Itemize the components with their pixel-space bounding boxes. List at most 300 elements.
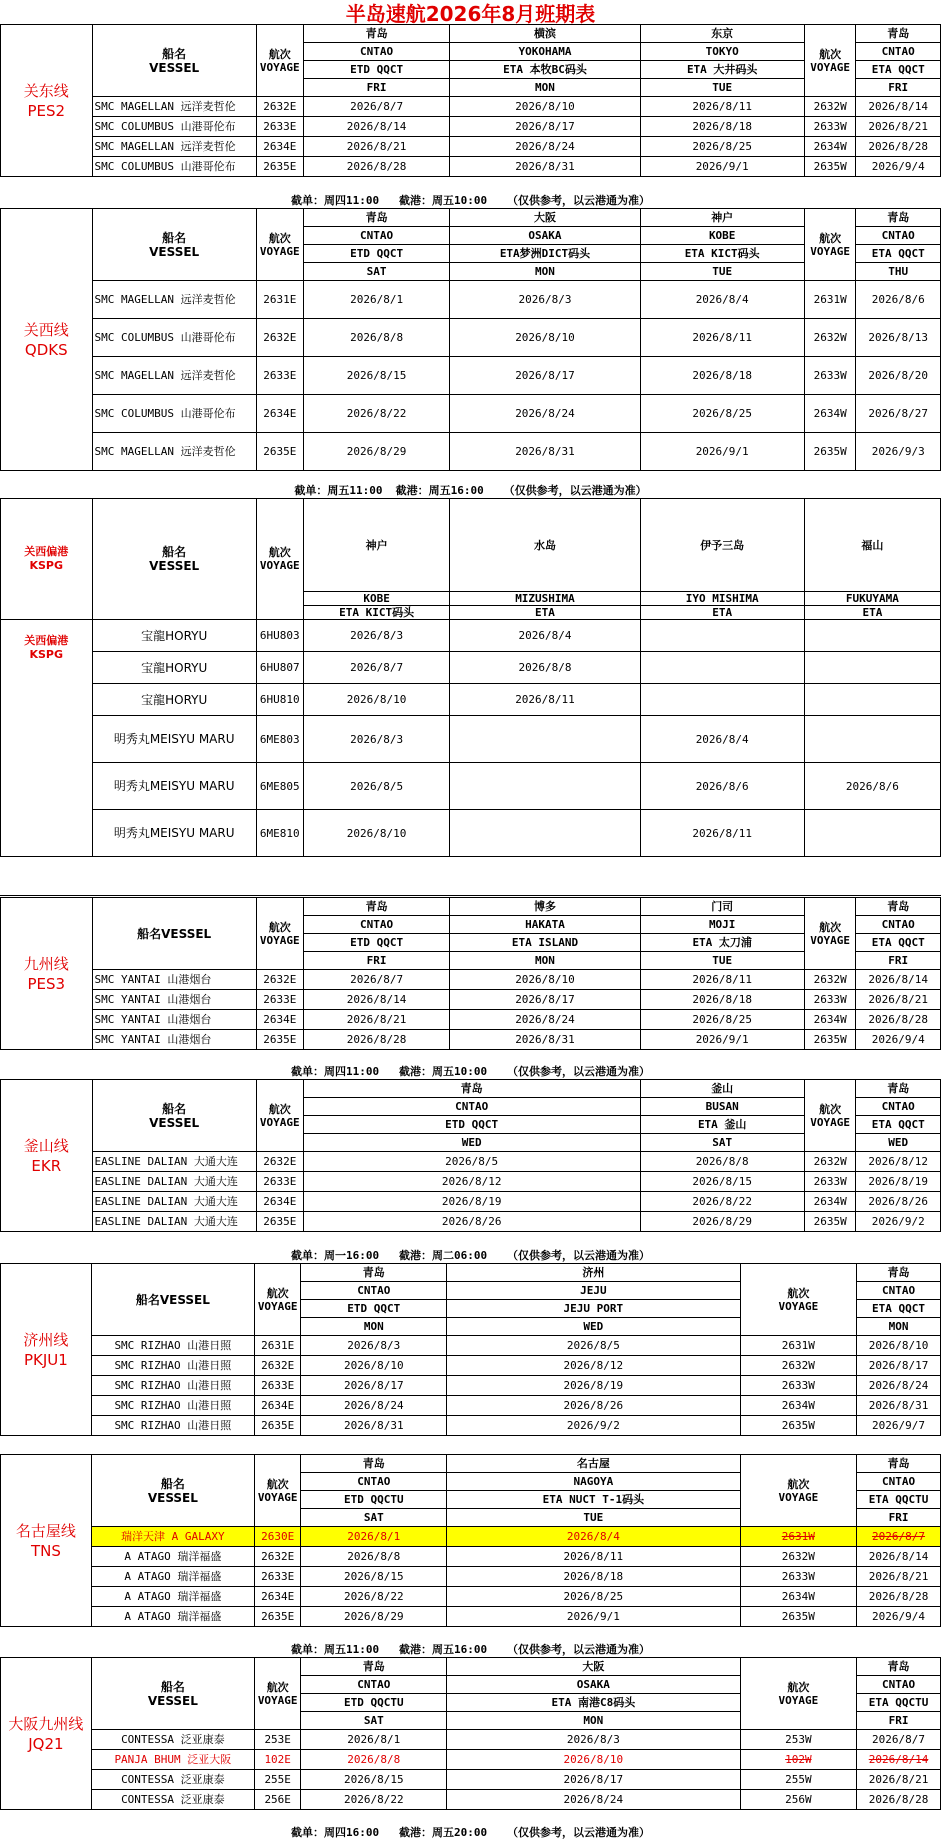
voyage-header-cn: 航次 [266, 1680, 289, 1694]
return-voyage: 2631W [740, 1336, 856, 1356]
date: 2026/8/22 [301, 1790, 447, 1810]
voyage: 2633E [254, 1567, 301, 1587]
port-en: OSAKA [450, 227, 640, 245]
schedule-row [1, 1750, 941, 1770]
port-en: CNTAO [301, 1676, 447, 1694]
date: 2026/8/5 [303, 1152, 640, 1172]
return-voyage: 2632W [804, 97, 856, 117]
vessel-name: PANJA BHUM 泛亚大阪 [91, 1750, 254, 1770]
port-cn: 青岛 [857, 1264, 941, 1282]
voyage-header-en: VOYAGE [259, 60, 300, 74]
section-pes3 [0, 897, 941, 1050]
date: 2026/8/19 [447, 1376, 741, 1396]
date: 2026/8/21 [857, 1567, 941, 1587]
schedule-row [1, 97, 941, 117]
port-cn: 博多 [450, 898, 640, 916]
port-day: TUE [447, 1509, 741, 1527]
date: 2026/8/29 [640, 1212, 804, 1232]
date: 2026/8/11 [640, 970, 804, 990]
port-day: SAT [640, 1134, 804, 1152]
date: 2026/8/11 [447, 1547, 741, 1567]
port-day: TUE [640, 952, 804, 970]
port-eta: ETA 大井码头 [640, 61, 804, 79]
schedule-row [1, 1356, 941, 1376]
port-eta: ETA QQCT [856, 934, 941, 952]
date: 2026/8/25 [640, 1010, 804, 1030]
return-voyage: 2632W [804, 319, 856, 357]
return-voyage: 2635W [804, 157, 856, 177]
return-voyage-header [740, 1264, 856, 1336]
port-day: MON [447, 1712, 741, 1730]
date: 2026/9/1 [447, 1607, 741, 1627]
port-eta: ETA 南港C8码头 [447, 1694, 741, 1712]
date: 2026/8/8 [301, 1750, 447, 1770]
port-day: SAT [303, 263, 450, 281]
date: 2026/9/1 [640, 1030, 804, 1050]
return-voyage: 2633W [740, 1567, 856, 1587]
port-en: KOBE [640, 227, 804, 245]
return-voyage: 2634W [804, 1010, 856, 1030]
vessel-header-cn: 船名 [162, 1101, 187, 1116]
schedule-row [1, 1416, 941, 1436]
date: 2026/8/28 [303, 1030, 450, 1050]
date: 2026/8/17 [450, 357, 640, 395]
port-cn: 青岛 [301, 1658, 447, 1676]
date [804, 620, 940, 652]
port-cn: 釜山 [640, 1080, 804, 1098]
vessel-header-en: VESSEL [149, 60, 200, 75]
date: 2026/8/5 [447, 1336, 741, 1356]
port-en: HAKATA [450, 916, 640, 934]
date: 2026/8/21 [857, 1770, 941, 1790]
date: 2026/8/26 [447, 1396, 741, 1416]
schedule-row [1, 1396, 941, 1416]
port-eta: ETA 太刀浦 [640, 934, 804, 952]
voyage: 2631E [256, 281, 303, 319]
date: 2026/8/24 [301, 1396, 447, 1416]
voyage-header-cn: 航次 [266, 1477, 289, 1491]
port-day: FRI [857, 1712, 941, 1730]
date: 2026/8/3 [301, 1336, 447, 1356]
voyage-header-en: VOYAGE [257, 1299, 298, 1313]
date: 2026/8/3 [303, 620, 450, 652]
voyage: 2634E [256, 1192, 303, 1212]
return-voyage-header [804, 209, 856, 281]
schedule-table [0, 1263, 941, 1436]
date: 2026/8/3 [450, 281, 640, 319]
voyage: 253E [254, 1730, 301, 1750]
schedule-row [1, 620, 941, 652]
vessel-name: EASLINE DALIAN 大通大连 [92, 1212, 256, 1232]
return-voyage: 2635W [740, 1607, 856, 1627]
cutoff-note: 截单：周四16:00 截港：周五20:00 （仅供参考，以云港通为准） [291, 1826, 650, 1839]
schedule-row [1, 1527, 941, 1547]
date: 2026/8/4 [447, 1527, 741, 1547]
route-label [1, 499, 93, 620]
schedule-row [1, 763, 941, 810]
port-eta: ETA NUCT T-1码头 [447, 1491, 741, 1509]
date: 2026/8/5 [303, 763, 450, 810]
schedule-row [1, 157, 941, 177]
return-voyage: 2631W [740, 1527, 856, 1547]
port-day: MON [450, 952, 640, 970]
date: 2026/9/2 [447, 1416, 741, 1436]
date: 2026/8/21 [856, 990, 941, 1010]
schedule-row [1, 970, 941, 990]
port-eta: ETA 本牧BC码头 [450, 61, 640, 79]
date: 2026/8/28 [857, 1790, 941, 1810]
port-day: FRI [856, 952, 941, 970]
port-cn: 东京 [640, 25, 804, 43]
port-cn: 青岛 [856, 209, 941, 227]
port-cn: 青岛 [301, 1264, 447, 1282]
port-cn: 青岛 [303, 209, 450, 227]
date: 2026/8/28 [856, 1010, 941, 1030]
route-name: 名古屋线 [15, 1521, 76, 1540]
port-cn: 神户 [640, 209, 804, 227]
date: 2026/8/24 [450, 137, 640, 157]
voyage-header-en: VOYAGE [259, 559, 300, 572]
schedule-row [1, 1010, 941, 1030]
port-day: TUE [640, 79, 804, 97]
vessel-header [92, 25, 256, 97]
return-voyage-header [740, 1658, 856, 1730]
port-cn: 青岛 [303, 25, 450, 43]
date: 2026/8/13 [856, 319, 941, 357]
vessel-name: SMC COLUMBUS 山港哥伦布 [92, 157, 256, 177]
date [450, 716, 640, 763]
date: 2026/8/22 [303, 395, 450, 433]
vessel-name: SMC COLUMBUS 山港哥伦布 [92, 117, 256, 137]
return-voyage-header-cn: 航次 [819, 1102, 842, 1116]
date: 2026/8/14 [857, 1750, 941, 1770]
port-en: CNTAO [856, 1098, 941, 1116]
voyage-header-cn: 航次 [268, 231, 291, 245]
vessel-header-en: VESSEL [147, 1490, 198, 1505]
vessel-header-cn: 船名 [160, 1679, 185, 1694]
date: 2026/9/4 [856, 157, 941, 177]
port-en: MIZUSHIMA [450, 592, 640, 606]
vessel-name: 宝龍HORYU [92, 652, 256, 684]
vessel-name: SMC RIZHAO 山港日照 [91, 1336, 254, 1356]
schedule-row [1, 281, 941, 319]
date: 2026/8/10 [303, 810, 450, 857]
vessel-name: SMC COLUMBUS 山港哥伦布 [92, 319, 256, 357]
port-day: WED [856, 1134, 941, 1152]
port-en: MOJI [640, 916, 804, 934]
port-cn: 青岛 [857, 1455, 941, 1473]
date: 2026/8/4 [640, 281, 804, 319]
section-qdks [0, 208, 941, 471]
port-eta: ETD QQCT [303, 245, 450, 263]
return-voyage-header-en: VOYAGE [810, 60, 851, 74]
date [640, 684, 804, 716]
port-en: NAGOYA [447, 1473, 741, 1491]
vessel-name: SMC MAGELLAN 远洋麦哲伦 [92, 137, 256, 157]
date: 2026/8/28 [857, 1587, 941, 1607]
port-en: CNTAO [857, 1282, 941, 1300]
schedule-row [1, 433, 941, 471]
date: 2026/8/19 [303, 1192, 640, 1212]
schedule-table [0, 897, 941, 1050]
voyage: 6HU803 [256, 620, 303, 652]
port-en: CNTAO [856, 43, 941, 61]
voyage: 2633E [256, 990, 303, 1010]
port-eta: ETA QQCT [857, 1300, 941, 1318]
port-cn: 青岛 [857, 1658, 941, 1676]
schedule-row [1, 716, 941, 763]
date: 2026/8/6 [640, 763, 804, 810]
date: 2026/8/10 [450, 319, 640, 357]
route-label [1, 620, 93, 857]
port-eta: ETD QQCT [303, 61, 450, 79]
port-cn: 名古屋 [447, 1455, 741, 1473]
return-voyage-header [740, 1455, 856, 1527]
schedule-row [1, 652, 941, 684]
date: 2026/8/29 [301, 1607, 447, 1627]
vessel-name: SMC RIZHAO 山港日照 [91, 1356, 254, 1376]
date: 2026/8/15 [301, 1770, 447, 1790]
port-en: CNTAO [856, 916, 941, 934]
return-voyage: 255W [740, 1770, 856, 1790]
vessel-header-cn: 船名 [160, 1476, 185, 1491]
date: 2026/8/24 [447, 1790, 741, 1810]
return-voyage: 2632W [804, 970, 856, 990]
voyage: 6HU807 [256, 652, 303, 684]
vessel-name: SMC MAGELLAN 远洋麦哲伦 [92, 433, 256, 471]
schedule-row [1, 1376, 941, 1396]
voyage-header-cn: 航次 [268, 1102, 291, 1116]
date: 2026/8/28 [856, 137, 941, 157]
route-code: PES2 [27, 101, 66, 120]
date: 2026/8/3 [303, 716, 450, 763]
port-en: CNTAO [303, 1098, 640, 1116]
vessel-header [92, 1080, 256, 1152]
date: 2026/8/21 [303, 137, 450, 157]
port-eta: ETD QQCTU [301, 1694, 447, 1712]
voyage: 2635E [256, 1030, 303, 1050]
return-voyage: 2635W [804, 433, 856, 471]
return-voyage: 253W [740, 1730, 856, 1750]
date: 2026/8/29 [303, 433, 450, 471]
schedule-row [1, 1336, 941, 1356]
vessel-header [91, 1455, 254, 1527]
header-row [1, 1080, 941, 1098]
port-cn: 青岛 [303, 898, 450, 916]
voyage: 2635E [256, 1212, 303, 1232]
port-day: FRI [303, 79, 450, 97]
date [804, 652, 940, 684]
schedule-row [1, 1212, 941, 1232]
date [450, 763, 640, 810]
voyage: 2634E [256, 395, 303, 433]
return-voyage: 2634W [740, 1587, 856, 1607]
date: 2026/8/3 [447, 1730, 741, 1750]
date: 2026/8/17 [857, 1356, 941, 1376]
port-eta: ETA QQCTU [857, 1694, 941, 1712]
voyage: 256E [254, 1790, 301, 1810]
date: 2026/8/12 [856, 1152, 941, 1172]
route-label [1, 209, 93, 471]
schedule-row [1, 1547, 941, 1567]
voyage: 2632E [256, 1152, 303, 1172]
voyage-header [256, 1080, 303, 1152]
schedule-table [0, 208, 941, 471]
route-code: QDKS [24, 340, 68, 359]
port-cn: 横滨 [450, 25, 640, 43]
route-label [1, 898, 93, 1050]
return-voyage-header-en: VOYAGE [810, 933, 851, 947]
return-voyage: 2633W [804, 1172, 856, 1192]
return-voyage-header-cn: 航次 [819, 231, 842, 245]
date: 2026/8/8 [303, 319, 450, 357]
vessel-header-cn: 船名 [162, 46, 187, 61]
vessel-header-cn: 船名VESSEL [135, 1292, 210, 1307]
return-voyage: 102W [740, 1750, 856, 1770]
date: 2026/8/11 [640, 97, 804, 117]
port-eta: ETA [450, 606, 640, 620]
vessel-header-cn: 船名VESSEL [137, 926, 212, 941]
vessel-name: SMC YANTAI 山港烟台 [92, 1030, 256, 1050]
vessel-name: SMC YANTAI 山港烟台 [92, 990, 256, 1010]
vessel-name: EASLINE DALIAN 大通大连 [92, 1152, 256, 1172]
port-eta: ETA ISLAND [450, 934, 640, 952]
port-en: BUSAN [640, 1098, 804, 1116]
port-day: MON [301, 1318, 447, 1336]
port-day: WED [447, 1318, 741, 1336]
voyage-header [256, 499, 303, 620]
return-voyage: 2633W [804, 357, 856, 395]
date: 2026/8/18 [640, 990, 804, 1010]
date: 2026/9/2 [856, 1212, 941, 1232]
route-code: TNS [30, 1541, 61, 1560]
return-voyage: 2635W [804, 1030, 856, 1050]
section-pes2 [0, 24, 941, 177]
vessel-header [92, 499, 256, 620]
route-code: JQ21 [28, 1734, 64, 1753]
date: 2026/8/24 [450, 1010, 640, 1030]
return-voyage: 2634W [740, 1396, 856, 1416]
vessel-name: SMC RIZHAO 山港日照 [91, 1396, 254, 1416]
date: 2026/8/19 [856, 1172, 941, 1192]
route-label [1, 1080, 93, 1232]
voyage: 6ME810 [256, 810, 303, 857]
date: 2026/8/15 [640, 1172, 804, 1192]
port-en: CNTAO [856, 227, 941, 245]
vessel-header [91, 1658, 254, 1730]
schedule-table [0, 24, 941, 177]
schedule-row [1, 395, 941, 433]
date: 2026/8/11 [450, 684, 640, 716]
date: 2026/8/31 [301, 1416, 447, 1436]
date: 2026/9/7 [857, 1416, 941, 1436]
date: 2026/8/17 [301, 1376, 447, 1396]
section-divider [0, 895, 941, 896]
route-code: EKR [31, 1156, 62, 1175]
port-eta: ETD QQCTU [301, 1491, 447, 1509]
voyage: 2633E [254, 1376, 301, 1396]
date: 2026/8/11 [640, 319, 804, 357]
route-name: 大阪九州线 [8, 1714, 84, 1733]
port-eta: ETA QQCT [856, 61, 941, 79]
date: 2026/8/14 [303, 990, 450, 1010]
vessel-header [92, 209, 256, 281]
route-label [1, 1264, 92, 1436]
date: 2026/8/7 [303, 652, 450, 684]
port-day: FRI [303, 952, 450, 970]
voyage: 2630E [254, 1527, 301, 1547]
schedule-row [1, 990, 941, 1010]
vessel-name: 宝龍HORYU [92, 684, 256, 716]
vessel-header-en: VESSEL [149, 1115, 200, 1130]
schedule-row [1, 357, 941, 395]
port-en: YOKOHAMA [450, 43, 640, 61]
vessel-name: A ATAGO 瑞洋福盛 [91, 1607, 254, 1627]
route-name: 关西偏港 [24, 545, 69, 558]
cutoff-note: 截单：周一16:00 截港：周二06:00 （仅供参考，以云港通为准） [291, 1249, 650, 1262]
date [640, 620, 804, 652]
date: 2026/8/18 [640, 117, 804, 137]
date [804, 810, 940, 857]
vessel-name: SMC YANTAI 山港烟台 [92, 970, 256, 990]
date: 2026/8/8 [301, 1547, 447, 1567]
voyage-header [256, 209, 303, 281]
date: 2026/8/10 [450, 970, 640, 990]
header-row [1, 209, 941, 227]
route-code: PES3 [27, 974, 66, 993]
voyage: 102E [254, 1750, 301, 1770]
date: 2026/8/14 [856, 97, 941, 117]
date: 2026/8/1 [301, 1527, 447, 1547]
voyage-header-en: VOYAGE [259, 933, 300, 947]
voyage-header-en: VOYAGE [259, 244, 300, 258]
port-en: FUKUYAMA [804, 592, 940, 606]
return-voyage-header [804, 898, 856, 970]
date: 2026/8/1 [303, 281, 450, 319]
date: 2026/8/18 [447, 1567, 741, 1587]
return-voyage: 2632W [740, 1547, 856, 1567]
date: 2026/8/17 [450, 990, 640, 1010]
voyage: 2635E [254, 1416, 301, 1436]
schedule-table [0, 498, 941, 857]
voyage-header [254, 1264, 301, 1336]
date: 2026/8/1 [301, 1730, 447, 1750]
port-eta: ETA KICT码头 [640, 245, 804, 263]
return-voyage: 2634W [804, 395, 856, 433]
return-voyage: 2633W [804, 990, 856, 1010]
port-cn: 济州 [447, 1264, 741, 1282]
port-day: WED [303, 1134, 640, 1152]
port-cn: 青岛 [303, 1080, 640, 1098]
date: 2026/8/25 [640, 395, 804, 433]
date: 2026/8/4 [640, 716, 804, 763]
vessel-name: SMC COLUMBUS 山港哥伦布 [92, 395, 256, 433]
return-voyage-header-cn: 航次 [787, 1286, 810, 1300]
header-row [1, 1264, 941, 1282]
port-day: SAT [301, 1712, 447, 1730]
date: 2026/8/17 [447, 1770, 741, 1790]
vessel-header-en: VESSEL [149, 559, 200, 573]
date: 2026/9/1 [640, 433, 804, 471]
port-en: CNTAO [303, 227, 450, 245]
port-eta: ETA 釜山 [640, 1116, 804, 1134]
vessel-name: SMC MAGELLAN 远洋麦哲伦 [92, 357, 256, 395]
date: 2026/8/17 [450, 117, 640, 137]
vessel-header-cn: 船名 [162, 545, 187, 559]
port-en: CNTAO [301, 1282, 447, 1300]
port-cn: 青岛 [301, 1455, 447, 1473]
schedule-row [1, 684, 941, 716]
